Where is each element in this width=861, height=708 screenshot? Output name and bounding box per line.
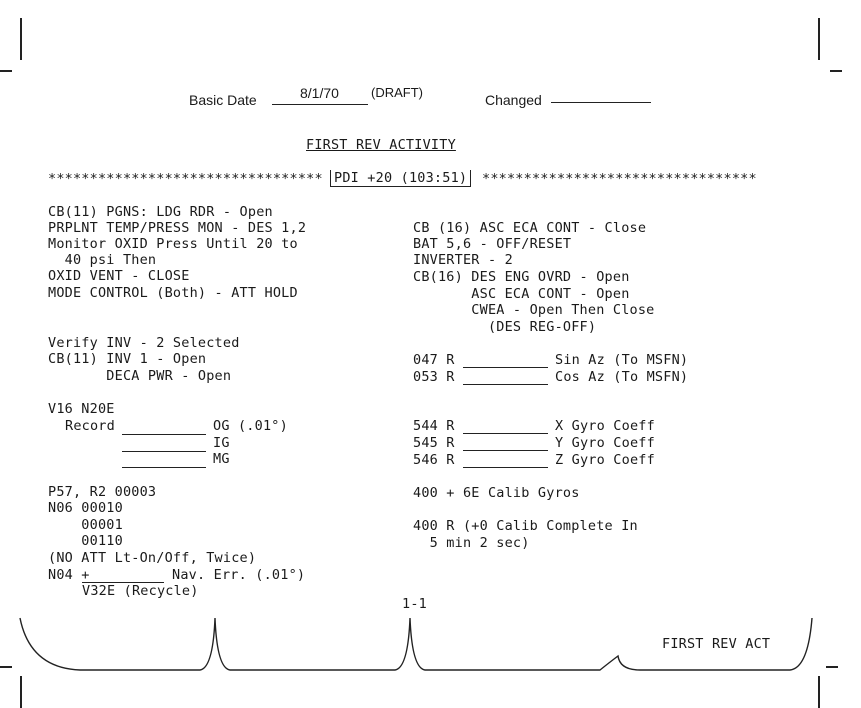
crop-mark <box>0 70 12 72</box>
draft-label: (DRAFT) <box>371 85 423 100</box>
checklist-line: N06 00010 <box>48 500 123 516</box>
gyro-label: Y Gyro Coeff <box>555 435 655 451</box>
changed-label: Changed <box>485 92 542 108</box>
gyro-code: 546 R <box>413 452 455 468</box>
checklist-line: 00001 <box>48 517 123 533</box>
page-title: FIRST REV ACTIVITY <box>306 137 456 153</box>
og-label: OG (.01°) <box>213 418 288 434</box>
checklist-line: BAT 5,6 - OFF/RESET <box>413 236 572 252</box>
az-code: 053 R <box>413 369 455 385</box>
az-label: Sin Az (To MSFN) <box>555 352 689 368</box>
crop-mark <box>818 676 820 708</box>
mg-blank <box>122 467 206 468</box>
az-blank <box>463 367 548 368</box>
og-blank <box>122 434 206 435</box>
ig-label: IG <box>213 435 230 451</box>
banner-stars-right: ********************************* <box>482 171 757 187</box>
az-label: Cos Az (To MSFN) <box>555 369 689 385</box>
record-label: Record <box>65 418 115 434</box>
recycle-line: V32E (Recycle) <box>82 583 199 599</box>
page-number: 1-1 <box>402 596 427 612</box>
mg-label: MG <box>213 451 230 467</box>
crop-mark <box>20 676 22 708</box>
checklist-line: (DES REG-OFF) <box>413 319 597 335</box>
checklist-line: INVERTER - 2 <box>413 252 513 268</box>
banner-stars-left: ********************************* <box>48 171 323 187</box>
gyro-code: 545 R <box>413 435 455 451</box>
basic-date-label: Basic Date <box>189 92 257 108</box>
n04-suffix: Nav. Err. (.01°) <box>172 567 306 583</box>
checklist-line: 00110 <box>48 533 123 549</box>
gyro-code: 544 R <box>413 418 455 434</box>
checklist-line: (NO ATT Lt-On/Off, Twice) <box>48 550 257 566</box>
changed-underline <box>551 102 651 103</box>
gyro-label: Z Gyro Coeff <box>555 452 655 468</box>
checklist-line: CB(16) DES ENG OVRD - Open <box>413 269 630 285</box>
checklist-line: 40 psi Then <box>48 252 157 268</box>
checklist-line: CB(11) PGNS: LDG RDR - Open <box>48 204 273 220</box>
v16-n20e: V16 N20E <box>48 401 115 417</box>
crop-mark <box>818 18 820 60</box>
checklist-line: P57, R2 00003 <box>48 484 157 500</box>
crop-mark <box>830 70 842 72</box>
gyro-blank <box>463 433 548 434</box>
calib-line: 5 min 2 sec) <box>413 535 530 551</box>
crop-mark <box>20 18 22 60</box>
basic-date-underline <box>272 104 368 105</box>
gyro-blank <box>463 450 548 451</box>
basic-date-value: 8/1/70 <box>300 85 339 101</box>
checklist-line: Verify INV - 2 Selected <box>48 335 240 351</box>
az-blank <box>463 384 548 385</box>
checklist-line: CB(11) INV 1 - Open <box>48 351 207 367</box>
az-code: 047 R <box>413 352 455 368</box>
checklist-line: PRPLNT TEMP/PRESS MON - DES 1,2 <box>48 220 307 236</box>
tab-label: FIRST REV ACT <box>662 636 771 652</box>
gyro-label: X Gyro Coeff <box>555 418 655 434</box>
checklist-line: CB (16) ASC ECA CONT - Close <box>413 220 647 236</box>
checklist-line: MODE CONTROL (Both) - ATT HOLD <box>48 285 298 301</box>
ig-blank <box>122 451 206 452</box>
calib-gyros: 400 + 6E Calib Gyros <box>413 485 580 501</box>
calib-line: 400 R (+0 Calib Complete In <box>413 518 638 534</box>
gyro-blank <box>463 467 548 468</box>
checklist-line: ASC ECA CONT - Open <box>413 286 630 302</box>
banner-event: PDI +20 (103:51) <box>330 170 471 187</box>
checklist-line: DECA PWR - Open <box>48 368 232 384</box>
checklist-line: OXID VENT - CLOSE <box>48 268 190 284</box>
checklist-line: Monitor OXID Press Until 20 to <box>48 236 298 252</box>
n04-prefix: N04 + <box>48 567 90 583</box>
checklist-line: CWEA - Open Then Close <box>413 302 655 318</box>
